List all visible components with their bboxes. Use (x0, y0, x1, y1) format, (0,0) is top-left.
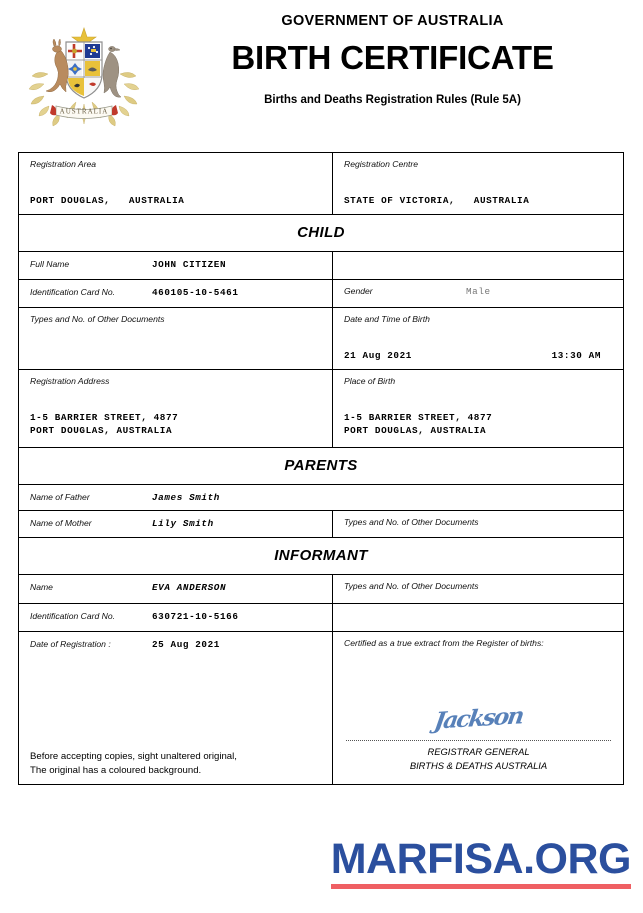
signature-area (344, 649, 613, 735)
signature-dotted-line (346, 740, 611, 741)
father-label: Name of Father (30, 491, 90, 502)
informant-name-cell (19, 575, 333, 603)
copy-warning-line1: Before accepting copies, sight unaltered original, (30, 750, 237, 762)
svg-text:AUSTRALIA: AUSTRALIA (59, 107, 109, 116)
child-name-row (19, 252, 623, 280)
informant-id-row (19, 604, 623, 632)
registration-date-label: Date of Registration : (30, 638, 111, 649)
registration-address-label: Registration Address (30, 375, 110, 386)
child-fullname-cell (19, 252, 333, 279)
child-gender-label: Gender (344, 286, 373, 296)
child-docs-dob-row (19, 308, 623, 370)
marfisa-watermark (330, 835, 631, 889)
certification-row (19, 632, 623, 784)
registration-address-cell (19, 370, 333, 447)
certified-extract-cell (333, 632, 623, 784)
watermark-underline-bar (331, 884, 631, 889)
registrar-signature: Jackson (432, 702, 525, 735)
child-dob-cell (333, 308, 623, 369)
child-name-blank-cell (333, 252, 623, 279)
informant-section-row (19, 538, 623, 575)
registration-date-cell (19, 632, 333, 784)
registration-date-value: 25 Aug 2021 (152, 638, 220, 650)
place-of-birth-line1: 1-5 BARRIER STREET, 4877 (344, 411, 493, 423)
child-other-documents-cell (19, 308, 333, 369)
child-idcard-label: Identification Card No. (30, 287, 116, 297)
registrar-title-line1: REGISTRAR GENERAL (427, 746, 530, 758)
watermark-text: MARFISA.ORG (330, 835, 631, 883)
registration-centre-label: Registration Centre (344, 159, 419, 169)
child-address-row (19, 370, 623, 448)
page-title: BIRTH CERTIFICATE (231, 39, 554, 77)
registration-centre-value: STATE OF VICTORIA, AUSTRALIA (344, 195, 530, 207)
parents-other-documents-label: Types and No. of Other Documents (344, 517, 479, 528)
informant-idcard-label: Identification Card No. (30, 610, 116, 621)
child-fullname-value: JOHN CITIZEN (152, 259, 227, 270)
registration-centre-cell (333, 153, 623, 214)
father-row (19, 485, 623, 511)
child-id-row (19, 280, 623, 308)
registrar-title-line2: BIRTHS & DEATHS AUSTRALIA (409, 760, 548, 772)
child-dob-time: 13:30 AM (551, 350, 601, 362)
informant-other-documents-label: Types and No. of Other Documents (344, 580, 479, 591)
parents-section-row (19, 448, 623, 485)
registration-row (19, 153, 623, 215)
registration-area-cell (19, 153, 333, 214)
child-dob-label: Date and Time of Birth (344, 314, 430, 324)
document-header (0, 0, 643, 122)
mother-value: Lily Smith (152, 518, 214, 530)
copy-warning-line2: The original has a coloured background. (30, 764, 202, 776)
child-section-row (19, 215, 623, 252)
mother-cell (19, 511, 333, 536)
child-fullname-label: Full Name (30, 259, 70, 269)
certificate-table (18, 152, 624, 785)
place-of-birth-cell (333, 370, 623, 447)
informant-idcard-cell (19, 604, 333, 631)
informant-id-blank-cell (333, 604, 623, 631)
place-of-birth-line2: PORT DOUGLAS, AUSTRALIA (344, 425, 487, 437)
informant-name-value: EVA ANDERSON (152, 581, 227, 593)
place-of-birth-label: Place of Birth (344, 375, 396, 386)
child-idcard-value: 460105-10-5461 (152, 287, 239, 298)
informant-section-heading: INFORMANT (274, 546, 368, 564)
informant-name-row (19, 575, 623, 604)
child-gender-cell (333, 280, 623, 307)
father-value: James Smith (152, 491, 220, 503)
registration-address-line2: PORT DOUGLAS, AUSTRALIA (30, 425, 173, 437)
government-line: GOVERNMENT OF AUSTRALIA (281, 13, 504, 29)
child-section-heading: CHILD (297, 224, 345, 241)
registration-address-line1: 1-5 BARRIER STREET, 4877 (30, 411, 179, 423)
child-other-documents-label: Types and No. of Other Documents (30, 314, 165, 324)
parents-section-heading: PARENTS (284, 456, 358, 474)
rules-subtitle: Births and Deaths Registration Rules (Rule 5A) (264, 94, 521, 107)
mother-row (19, 511, 623, 537)
australian-coat-of-arms-icon (18, 22, 150, 140)
mother-label: Name of Mother (30, 518, 92, 529)
child-idcard-cell (19, 280, 333, 307)
father-cell (19, 485, 623, 510)
copy-warning-note (30, 750, 322, 778)
registrar-caption (344, 745, 613, 777)
child-dob-date: 21 Aug 2021 (344, 350, 412, 362)
header-titles (160, 12, 625, 106)
child-gender-value: Male (466, 286, 491, 297)
parents-other-documents-cell (333, 511, 623, 536)
informant-name-label: Name (30, 581, 53, 592)
registration-area-label: Registration Area (30, 159, 97, 169)
registration-area-value: PORT DOUGLAS, AUSTRALIA (30, 195, 185, 207)
informant-other-documents-cell (333, 575, 623, 603)
informant-idcard-value: 630721-10-5166 (152, 610, 239, 622)
certified-extract-label: Certified as a true extract from the Register of births: (344, 637, 544, 648)
